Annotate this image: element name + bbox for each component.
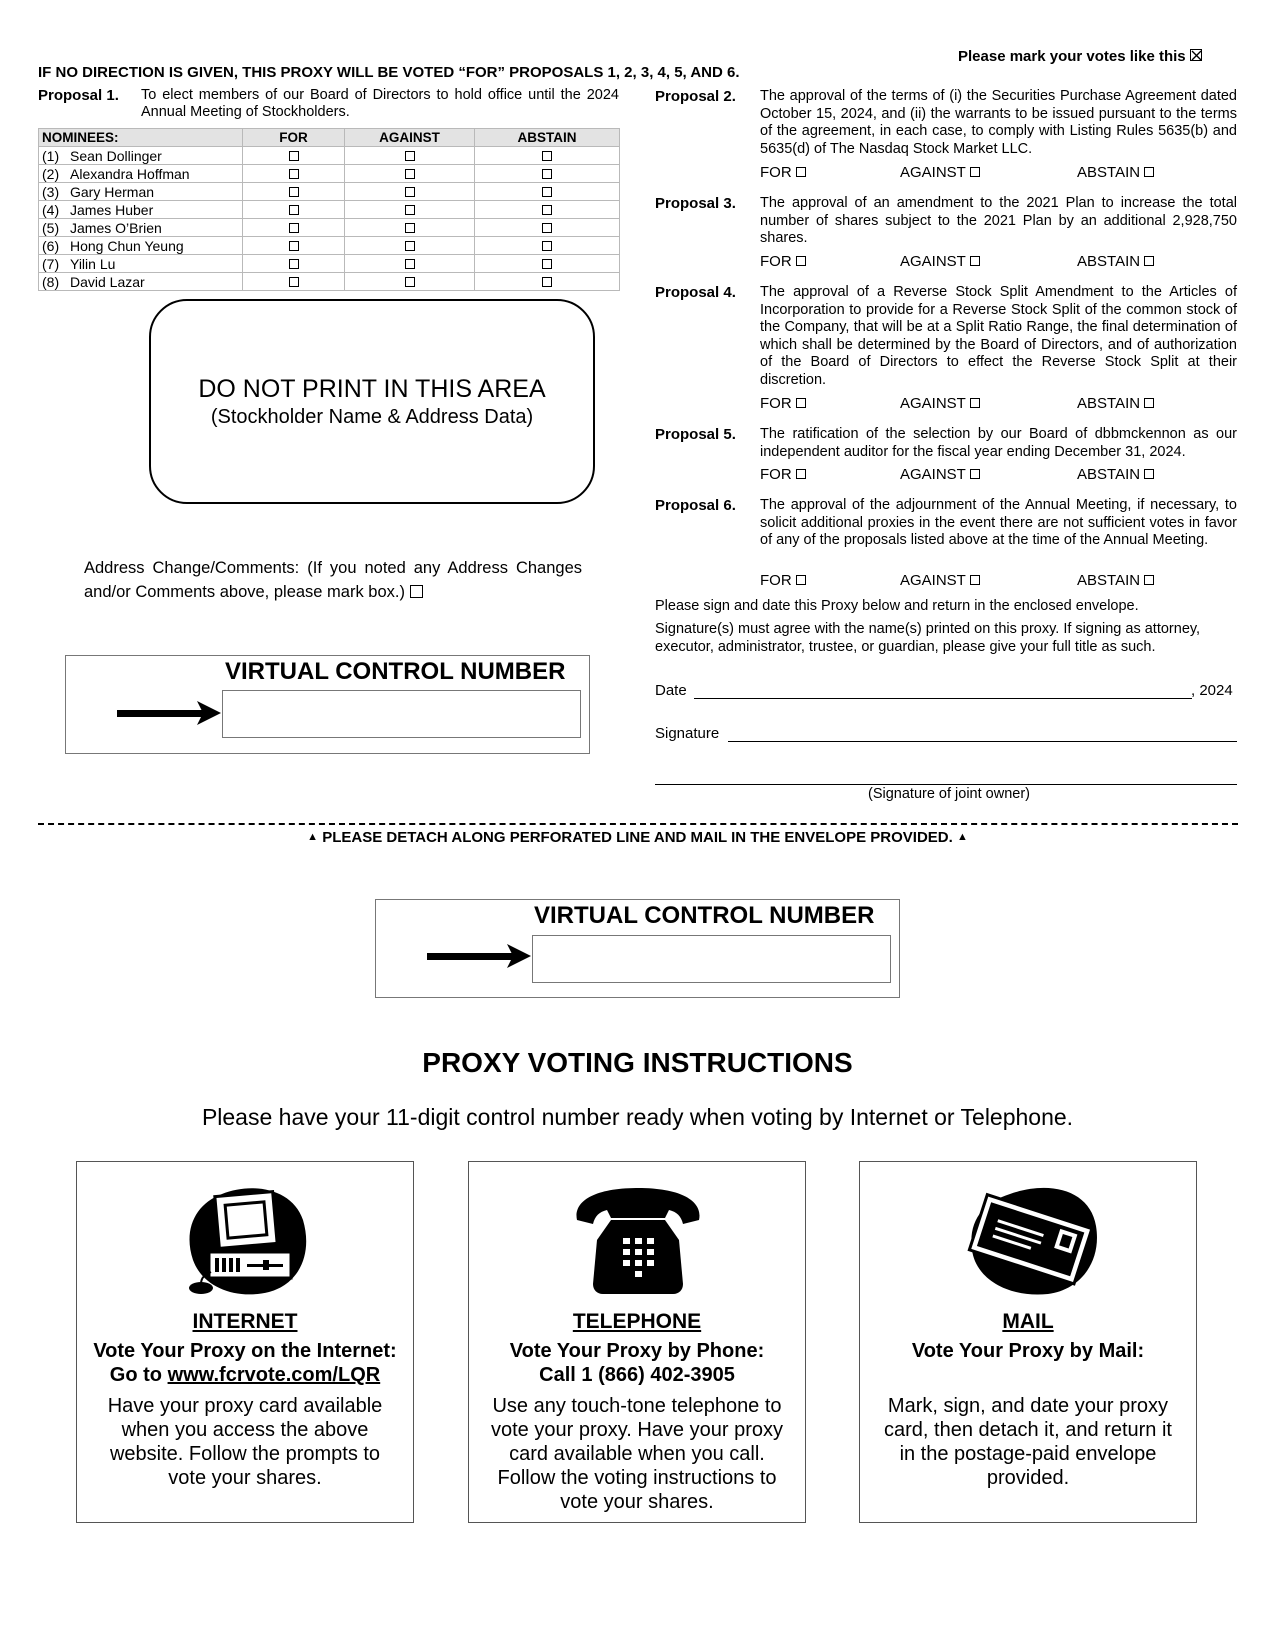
computer-icon bbox=[77, 1180, 415, 1300]
proposal6-against[interactable] bbox=[900, 572, 980, 589]
arrow-right-icon bbox=[117, 701, 223, 725]
joint-owner-label: (Signature of joint owner) bbox=[868, 786, 1030, 802]
nominee-number: (2) bbox=[42, 165, 60, 182]
nominee-row bbox=[39, 165, 620, 183]
envelope-icon bbox=[860, 1180, 1198, 1300]
abstain-checkbox[interactable] bbox=[1144, 575, 1154, 585]
nominee-row bbox=[39, 237, 620, 255]
nominee-name: Gary Herman bbox=[70, 183, 155, 200]
nominee-row bbox=[39, 273, 620, 291]
col-nominees: NOMINEES: bbox=[39, 129, 243, 147]
nominee-against-checkbox[interactable] bbox=[405, 277, 415, 287]
nominee-against-checkbox[interactable] bbox=[405, 151, 415, 161]
abstain-label: ABSTAIN bbox=[1077, 466, 1141, 483]
internet-line2 bbox=[83, 1363, 407, 1387]
detach-notice-text: PLEASE DETACH ALONG PERFORATED LINE AND MAIL IN THE ENVELOPE PROVIDED. bbox=[322, 829, 953, 846]
nominee-number: (3) bbox=[42, 183, 60, 200]
nominee-table-header bbox=[39, 129, 620, 147]
telephone-heading: TELEPHONE bbox=[572, 1310, 702, 1333]
telephone-voting-box bbox=[468, 1161, 806, 1523]
abstain-checkbox[interactable] bbox=[1144, 398, 1154, 408]
default-vote-notice: IF NO DIRECTION IS GIVEN, THIS PROXY WILL BE VOTED “FOR” PROPOSALS 1, 2, 3, 4, 5, AND 6. bbox=[38, 64, 740, 81]
proposal2-label: Proposal 2. bbox=[655, 88, 736, 105]
proposal2-for[interactable] bbox=[760, 164, 806, 181]
proposal6-for[interactable] bbox=[760, 572, 806, 589]
mail-line1: Vote Your Proxy by Mail: bbox=[911, 1340, 1145, 1362]
proposal3-against[interactable] bbox=[900, 253, 980, 270]
nominee-against-checkbox[interactable] bbox=[405, 259, 415, 269]
marked-checkbox-example-icon bbox=[1190, 49, 1202, 61]
proposal6-abstain[interactable] bbox=[1077, 572, 1154, 589]
abstain-label: ABSTAIN bbox=[1077, 572, 1141, 589]
proposal6-label: Proposal 6. bbox=[655, 497, 736, 514]
internet-subheading bbox=[83, 1339, 407, 1387]
nominee-name: David Lazar bbox=[70, 273, 145, 290]
proposal2-against[interactable] bbox=[900, 164, 980, 181]
nominee-number: (1) bbox=[42, 147, 60, 164]
for-checkbox[interactable] bbox=[796, 167, 806, 177]
telephone-line1: Vote Your Proxy by Phone: bbox=[509, 1340, 765, 1362]
abstain-checkbox[interactable] bbox=[1144, 256, 1154, 266]
against-checkbox[interactable] bbox=[970, 256, 980, 266]
nominee-number: (5) bbox=[42, 219, 60, 236]
telephone-subheading bbox=[475, 1339, 799, 1387]
proposal5-abstain[interactable] bbox=[1077, 466, 1154, 483]
against-label: AGAINST bbox=[900, 466, 966, 483]
joint-signature-field[interactable] bbox=[655, 767, 1237, 785]
proposal6-text: The approval of the adjournment of the Annual Meeting, if necessary, to solicit additional proxies in the event there are not sufficient votes in favor of any of the proposals listed above at the time of the Annual Meeting. bbox=[760, 497, 1237, 548]
up-triangle-icon: ▲ bbox=[956, 831, 968, 843]
nominee-for-checkbox[interactable] bbox=[289, 223, 299, 233]
telephone-body: Use any touch-tone telephone to vote your proxy. Have your proxy card available when you call. Follow the voting instructions to vote your shares. bbox=[491, 1395, 783, 1513]
telephone-icon bbox=[469, 1180, 807, 1300]
address-area bbox=[149, 299, 595, 504]
nominee-for-checkbox[interactable] bbox=[289, 169, 299, 179]
abstain-label: ABSTAIN bbox=[1077, 253, 1141, 270]
proposal1-text: To elect members of our Board of Directors to hold office until the 2024 Annual Meeting of Stockholders. bbox=[141, 87, 619, 120]
nominee-row bbox=[39, 201, 620, 219]
proposal2-text: The approval of the terms of (i) the Securities Purchase Agreement dated October 15, 2024, and (ii) the warrants to be issued pursuant to the terms of the agreement, in each case, to comply with Listing Rules 5635(b) and 5635(d) of The Nasdaq Stock Market LLC. bbox=[760, 88, 1237, 157]
nominee-row bbox=[39, 219, 620, 237]
for-checkbox[interactable] bbox=[796, 575, 806, 585]
instructions-title: PROXY VOTING INSTRUCTIONS bbox=[422, 1047, 853, 1078]
nominee-against-checkbox[interactable] bbox=[405, 187, 415, 197]
nominee-table bbox=[38, 128, 620, 291]
internet-body: Have your proxy card available when you access the above website. Follow the prompts to vote your shares. bbox=[107, 1395, 383, 1489]
nominee-abstain-checkbox[interactable] bbox=[542, 241, 552, 251]
proposal5-for[interactable] bbox=[760, 466, 806, 483]
address-area-title: DO NOT PRINT IN THIS AREA bbox=[198, 375, 546, 403]
signature-agreement: Signature(s) must agree with the name(s) printed on this proxy. If signing as attorney, executor, administrator, trustee, or guardian, please give your full title as such. bbox=[655, 621, 1201, 655]
proposal5-against[interactable] bbox=[900, 466, 980, 483]
signature-field[interactable] bbox=[728, 724, 1237, 742]
against-label: AGAINST bbox=[900, 395, 966, 412]
abstain-checkbox[interactable] bbox=[1144, 167, 1154, 177]
col-against: AGAINST bbox=[345, 129, 475, 147]
virtual-control-number-label: VIRTUAL CONTROL NUMBER bbox=[225, 658, 566, 685]
nominee-for-checkbox[interactable] bbox=[289, 259, 299, 269]
nominee-abstain-checkbox[interactable] bbox=[542, 259, 552, 269]
for-label: FOR bbox=[760, 466, 792, 483]
nominee-row bbox=[39, 255, 620, 273]
nominee-name: James Huber bbox=[70, 201, 154, 218]
date-year: , 2024 bbox=[1191, 682, 1233, 699]
up-triangle-icon: ▲ bbox=[307, 831, 319, 843]
against-checkbox[interactable] bbox=[970, 575, 980, 585]
proposal3-label: Proposal 3. bbox=[655, 195, 736, 212]
nominee-abstain-checkbox[interactable] bbox=[542, 169, 552, 179]
detach-notice bbox=[0, 829, 1275, 846]
proposal3-abstain[interactable] bbox=[1077, 253, 1154, 270]
proposal1-label: Proposal 1. bbox=[38, 87, 119, 104]
nominee-number: (6) bbox=[42, 237, 60, 254]
nominee-number: (4) bbox=[42, 201, 60, 218]
nominee-name: Hong Chun Yeung bbox=[70, 237, 184, 254]
mail-body: Mark, sign, and date your proxy card, then detach it, and return it in the postage-paid envelope provided. bbox=[884, 1395, 1172, 1489]
nominee-for-checkbox[interactable] bbox=[289, 151, 299, 161]
address-area-subtitle: (Stockholder Name & Address Data) bbox=[210, 406, 534, 428]
nominee-name: Yilin Lu bbox=[70, 255, 116, 272]
nominee-abstain-checkbox[interactable] bbox=[542, 205, 552, 215]
mail-voting-box bbox=[859, 1161, 1197, 1523]
mark-votes-note bbox=[958, 48, 1202, 65]
sign-instructions: Please sign and date this Proxy below and return in the enclosed envelope. bbox=[655, 598, 1139, 614]
col-abstain: ABSTAIN bbox=[475, 129, 620, 147]
address-change-checkbox[interactable] bbox=[410, 585, 423, 598]
against-checkbox[interactable] bbox=[970, 398, 980, 408]
nominee-abstain-checkbox[interactable] bbox=[542, 151, 552, 161]
instructions-subtitle: Please have your 11-digit control number ready when voting by Internet or Telephone. bbox=[201, 1104, 1074, 1130]
nominee-against-checkbox[interactable] bbox=[405, 169, 415, 179]
for-label: FOR bbox=[760, 572, 792, 589]
abstain-label: ABSTAIN bbox=[1077, 164, 1141, 181]
nominee-for-checkbox[interactable] bbox=[289, 277, 299, 287]
against-checkbox[interactable] bbox=[970, 167, 980, 177]
nominee-abstain-checkbox[interactable] bbox=[542, 223, 552, 233]
nominee-abstain-checkbox[interactable] bbox=[542, 277, 552, 287]
for-label: FOR bbox=[760, 253, 792, 270]
nominee-for-checkbox[interactable] bbox=[289, 241, 299, 251]
internet-url-link[interactable]: www.fcrvote.com/LQR bbox=[167, 1364, 381, 1386]
mail-heading: MAIL bbox=[1002, 1310, 1054, 1333]
proposal3-text: The approval of an amendment to the 2021 Plan to increase the total number of shares subject to the 2021 Plan by an additional 2,928,750 shares. bbox=[760, 195, 1237, 246]
nominee-against-checkbox[interactable] bbox=[405, 205, 415, 215]
against-checkbox[interactable] bbox=[970, 469, 980, 479]
nominee-row bbox=[39, 183, 620, 201]
arrow-right-icon bbox=[427, 944, 533, 968]
proposal4-label: Proposal 4. bbox=[655, 284, 736, 301]
internet-heading: INTERNET bbox=[192, 1310, 298, 1333]
date-field[interactable] bbox=[694, 681, 1192, 699]
proposal5-label: Proposal 5. bbox=[655, 426, 736, 443]
internet-go-to: Go to bbox=[109, 1364, 168, 1386]
nominee-row bbox=[39, 147, 620, 165]
nominee-for-checkbox[interactable] bbox=[289, 205, 299, 215]
for-checkbox[interactable] bbox=[796, 469, 806, 479]
nominee-name: Alexandra Hoffman bbox=[70, 165, 190, 182]
abstain-checkbox[interactable] bbox=[1144, 469, 1154, 479]
for-label: FOR bbox=[760, 164, 792, 181]
perforated-line bbox=[38, 823, 1238, 825]
virtual-control-number-field[interactable] bbox=[222, 690, 581, 738]
mail-subheading bbox=[866, 1339, 1190, 1363]
for-label: FOR bbox=[760, 395, 792, 412]
proposal5-text: The ratification of the selection by our Board of dbbmckennon as our independent auditor for the fiscal year ending December 31, 2024. bbox=[760, 426, 1237, 460]
proposal4-abstain[interactable] bbox=[1077, 395, 1154, 412]
against-label: AGAINST bbox=[900, 572, 966, 589]
virtual-control-number-label: VIRTUAL CONTROL NUMBER bbox=[534, 902, 875, 929]
nominee-for-checkbox[interactable] bbox=[289, 187, 299, 197]
nominee-name: James O’Brien bbox=[70, 219, 162, 236]
abstain-label: ABSTAIN bbox=[1077, 395, 1141, 412]
mark-votes-text: Please mark your votes like this bbox=[958, 48, 1186, 65]
nominee-number: (8) bbox=[42, 273, 60, 290]
nominee-against-checkbox[interactable] bbox=[405, 241, 415, 251]
internet-voting-box bbox=[76, 1161, 414, 1523]
proposal4-text: The approval of a Reverse Stock Split Amendment to the Articles of Incorporation to provide for a Reverse Stock Split of the common stock of the Company, that will be at a Split Ratio Range, the final determination of which shall be determined by the Board of Directors, and of authorization of the Board of Directors to effect the Reverse Stock Split at their discretion. bbox=[760, 284, 1237, 388]
nominee-name: Sean Dollinger bbox=[70, 147, 162, 164]
nominee-abstain-checkbox[interactable] bbox=[542, 187, 552, 197]
proposal2-abstain[interactable] bbox=[1077, 164, 1154, 181]
for-checkbox[interactable] bbox=[796, 256, 806, 266]
telephone-number[interactable]: Call 1 (866) 402-3905 bbox=[539, 1364, 735, 1386]
signature-label: Signature bbox=[655, 725, 720, 742]
address-change-note bbox=[84, 556, 582, 604]
date-label: Date bbox=[655, 682, 687, 699]
col-for: FOR bbox=[243, 129, 345, 147]
virtual-control-number-field[interactable] bbox=[532, 935, 891, 983]
nominee-against-checkbox[interactable] bbox=[405, 223, 415, 233]
address-change-text: Address Change/Comments: (If you noted any Address Changes and/or Comments above, please mark box.) bbox=[84, 559, 582, 601]
proposal4-against[interactable] bbox=[900, 395, 980, 412]
against-label: AGAINST bbox=[900, 164, 966, 181]
internet-line1: Vote Your Proxy on the Internet: bbox=[93, 1340, 397, 1362]
for-checkbox[interactable] bbox=[796, 398, 806, 408]
proposal3-for[interactable] bbox=[760, 253, 806, 270]
against-label: AGAINST bbox=[900, 253, 966, 270]
proposal4-for[interactable] bbox=[760, 395, 806, 412]
nominee-number: (7) bbox=[42, 255, 60, 272]
